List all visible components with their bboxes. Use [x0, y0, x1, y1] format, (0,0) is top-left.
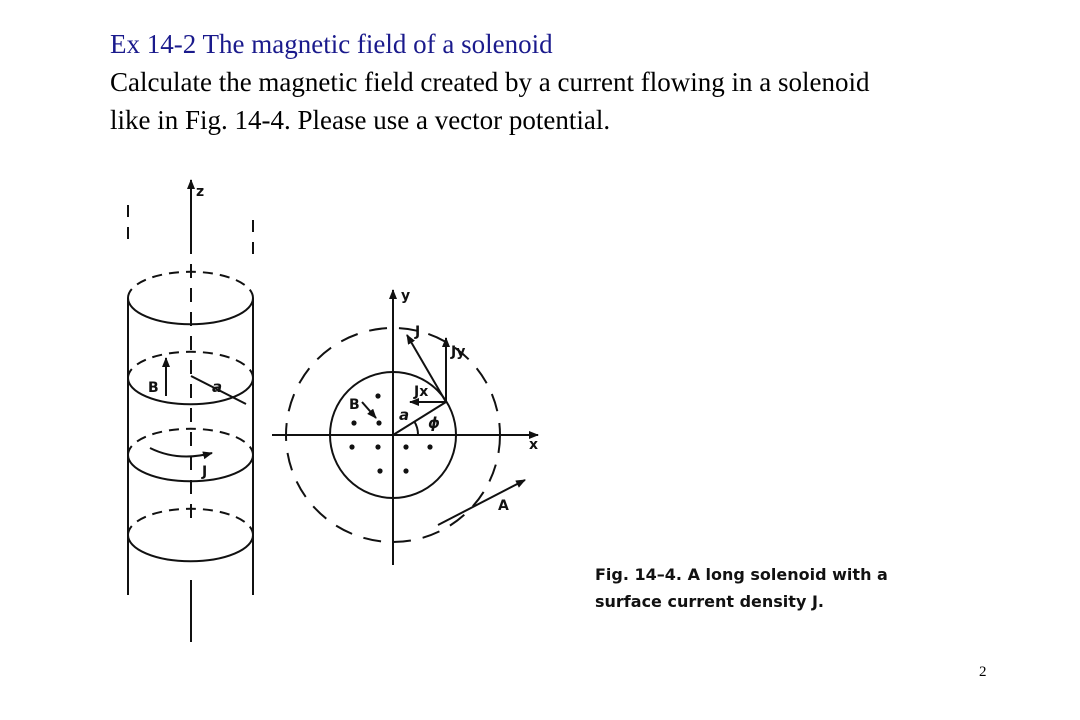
- j-vector-label: J: [415, 324, 421, 340]
- problem-line-1: Calculate the magnetic field created by a current flowing in a solenoid: [110, 67, 870, 97]
- solenoid-cross-section: [272, 290, 538, 565]
- jx-vector-label: Jx: [414, 384, 429, 400]
- phi-angle-arc: [414, 421, 418, 435]
- field-dot: [351, 420, 356, 425]
- y-axis-label: y: [401, 288, 411, 304]
- phi-angle-label: ϕ: [428, 414, 440, 432]
- field-dot: [349, 444, 354, 449]
- inner-b-arrow: [362, 402, 376, 418]
- vector-potential-arrow: [438, 480, 525, 525]
- field-dot: [375, 444, 380, 449]
- page-number: 2: [979, 664, 987, 680]
- figure-caption: [595, 561, 888, 615]
- problem-line-2: like in Fig. 14-4. Please use a vector potential.: [110, 105, 611, 135]
- current-arrow: [150, 448, 212, 457]
- field-dot: [375, 393, 380, 398]
- field-dot: [403, 468, 408, 473]
- field-dot: [427, 444, 432, 449]
- ring-4-front: [128, 535, 253, 561]
- z-axis-label: z: [196, 184, 205, 200]
- figure-caption-line-1: Fig. 14–4. A long solenoid with a: [595, 565, 888, 584]
- field-dot: [403, 444, 408, 449]
- inner-b-label: B: [349, 397, 360, 413]
- field-dot: [377, 468, 382, 473]
- vector-potential-label: A: [498, 498, 509, 514]
- figure-caption-line-2: surface current density J.: [595, 592, 824, 611]
- radius-label: a: [212, 378, 223, 396]
- slide-title: Ex 14-2 The magnetic field of a solenoid: [110, 29, 553, 59]
- current-label: J: [202, 464, 208, 480]
- solenoid-side-view: [128, 180, 253, 642]
- x-axis-label: x: [529, 437, 539, 453]
- cross-radius-label: a: [399, 406, 410, 424]
- b-field-label: B: [148, 380, 159, 396]
- field-dots: [349, 393, 432, 473]
- field-dot: [376, 420, 381, 425]
- jy-vector-label: Jy: [451, 344, 466, 360]
